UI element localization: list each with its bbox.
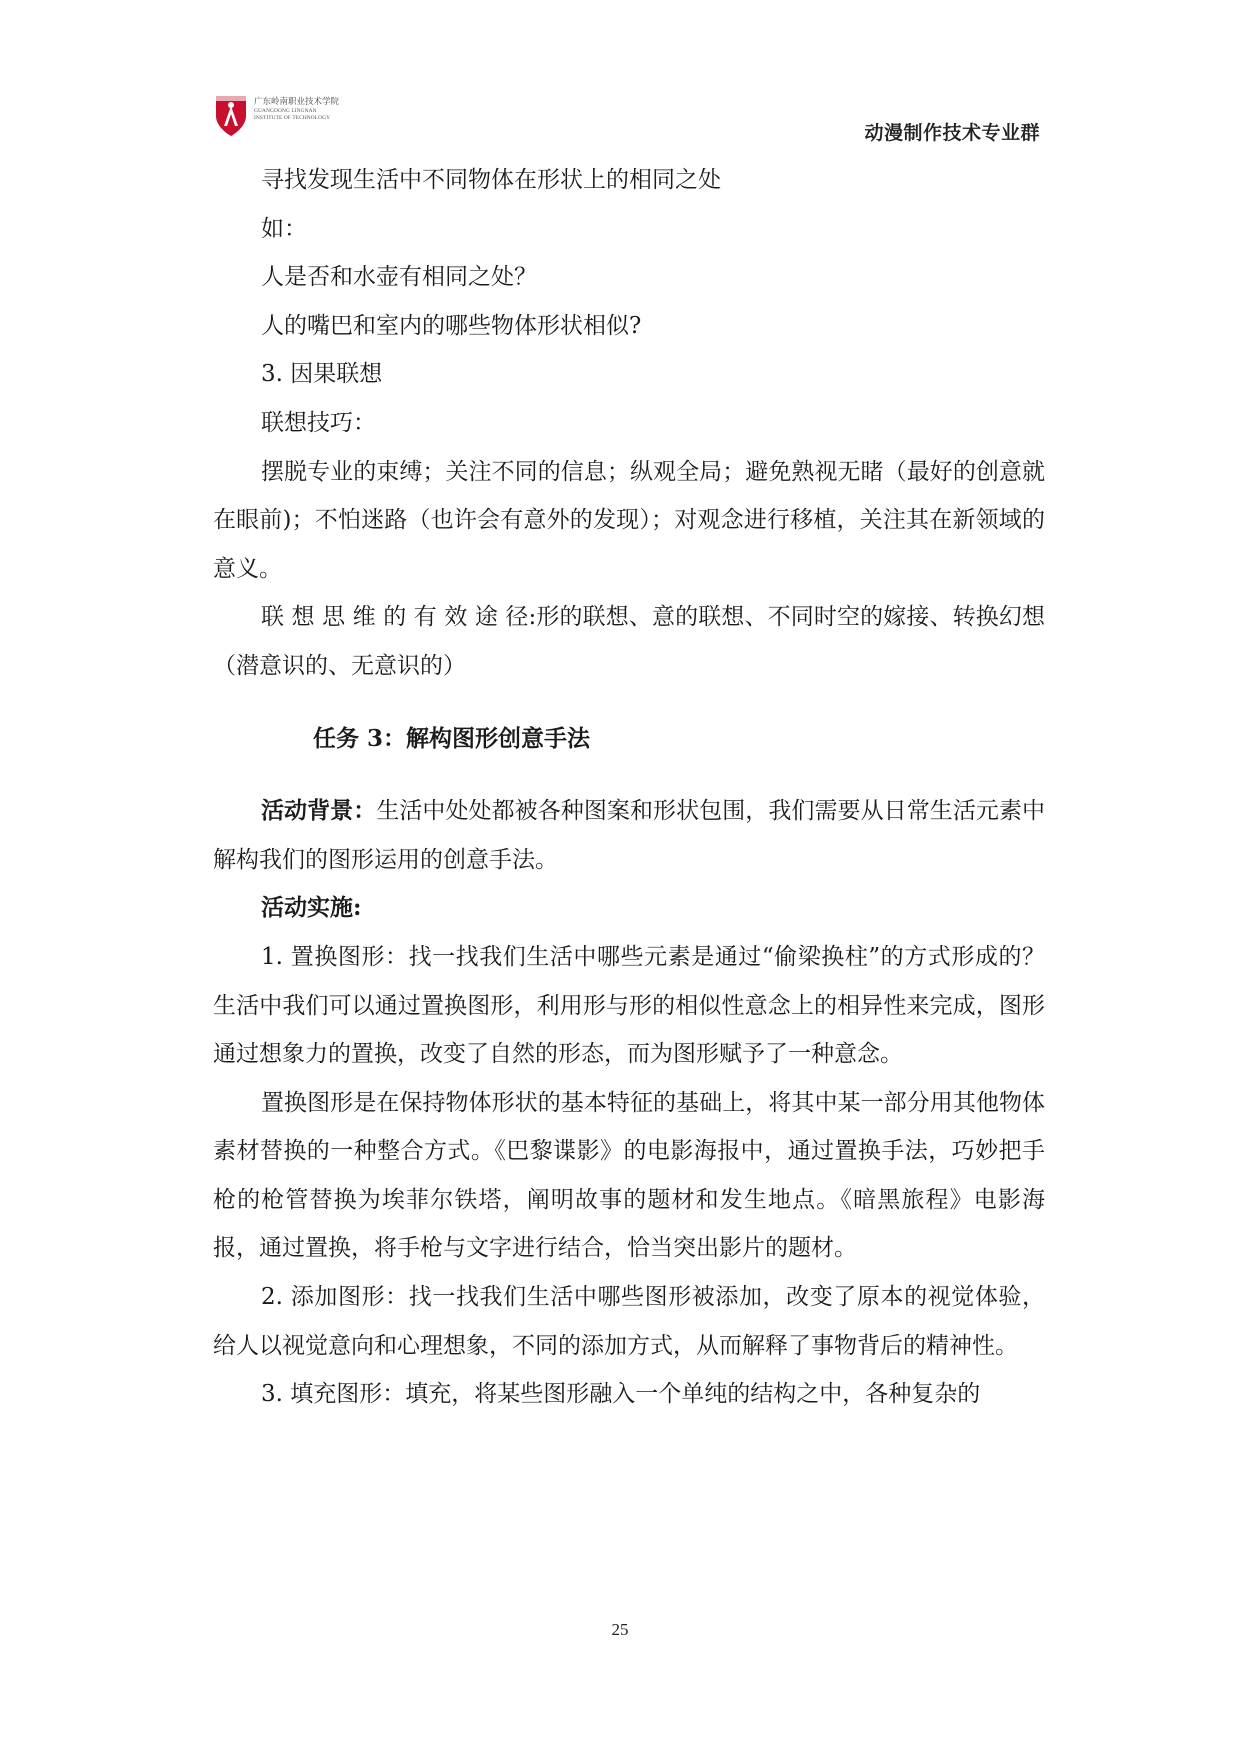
paragraph: 1. 置换图形：找一找我们生活中哪些元素是通过“偷梁换柱”的方式形成的？生活中我们可以通过置换图形，利用形与形的相似性意念上的相异性来完成，图形通过想象力的置换，改变了自然的形态，而为图形赋予了一种意念。 bbox=[213, 943, 1045, 1068]
paragraph: 人的嘴巴和室内的哪些物体形状相似? bbox=[261, 312, 642, 339]
paragraph: 联 想 思 维 的 有 效 途 径:形的联想、意的联想、不同时空的嫁接、转换幻想（潜意识的、无意识的） bbox=[213, 604, 1045, 679]
paragraph: 人是否和水壶有相同之处？ bbox=[261, 264, 537, 291]
logo-name-cn: 广东岭南职业技术学院 bbox=[254, 97, 340, 107]
paragraph: 置换图形是在保持物体形状的基本特征的基础上，将其中某一部分用其他物体素材替换的一种整合方式。《巴黎谍影》的电影海报中，通过置换手法，巧妙把手枪的枪管替换为埃菲尔铁塔，阐明故事的题材和发生地点。《暗黑旅程》电影海报，通过置换，将手枪与文字进行结合，恰当突出影片的题材。 bbox=[213, 1089, 1045, 1262]
activity-background-text: 生活中处处都被各种图案和形状包围，我们需要从日常生活元素中解构我们的图形运用的创意手法。 bbox=[213, 798, 1046, 873]
paragraph: 联想技巧： bbox=[261, 409, 376, 436]
activity-implementation-label: 活动实施: bbox=[261, 894, 362, 922]
paragraph: 寻找发现生活中不同物体在形状上的相同之处 bbox=[261, 167, 721, 193]
department-title: 动漫制作技术专业群 bbox=[864, 122, 1040, 144]
logo-name-en-line2: INSTITUTE OF TECHNOLOGY bbox=[254, 115, 331, 121]
page-number: 25 bbox=[611, 1620, 629, 1639]
page-header bbox=[0, 0, 1240, 150]
paragraph: 3. 填充图形：填充，将某些图形融入一个单纯的结构之中，各种复杂的 bbox=[261, 1381, 981, 1408]
school-logo bbox=[214, 92, 354, 140]
paragraph: 2. 添加图形：找一找我们生活中哪些图形被添加，改变了原本的视觉体验，给人以视觉意向和心理想象，不同的添加方式，从而解释了事物背后的精神性。 bbox=[213, 1284, 1045, 1359]
logo-name-en-line1: GUANGDONG LINGNAN bbox=[254, 108, 317, 114]
section-heading: 3. 因果联想 bbox=[261, 361, 383, 388]
task-title: 任务 3：解构图形创意手法 bbox=[313, 724, 591, 752]
paragraph: 摆脱专业的束缚；关注不同的信息；纵观全局；避免熟视无睹（最好的创意就在眼前)；不怕迷路（也许会有意外的发现）；对观念进行移植，关注其在新领域的意义。 bbox=[213, 458, 1045, 582]
activity-background-label: 活动背景： bbox=[261, 797, 377, 825]
paragraph: 如： bbox=[261, 215, 307, 242]
page-body bbox=[213, 156, 1045, 1419]
school-emblem-icon bbox=[214, 92, 248, 138]
activity-background bbox=[213, 787, 1045, 884]
